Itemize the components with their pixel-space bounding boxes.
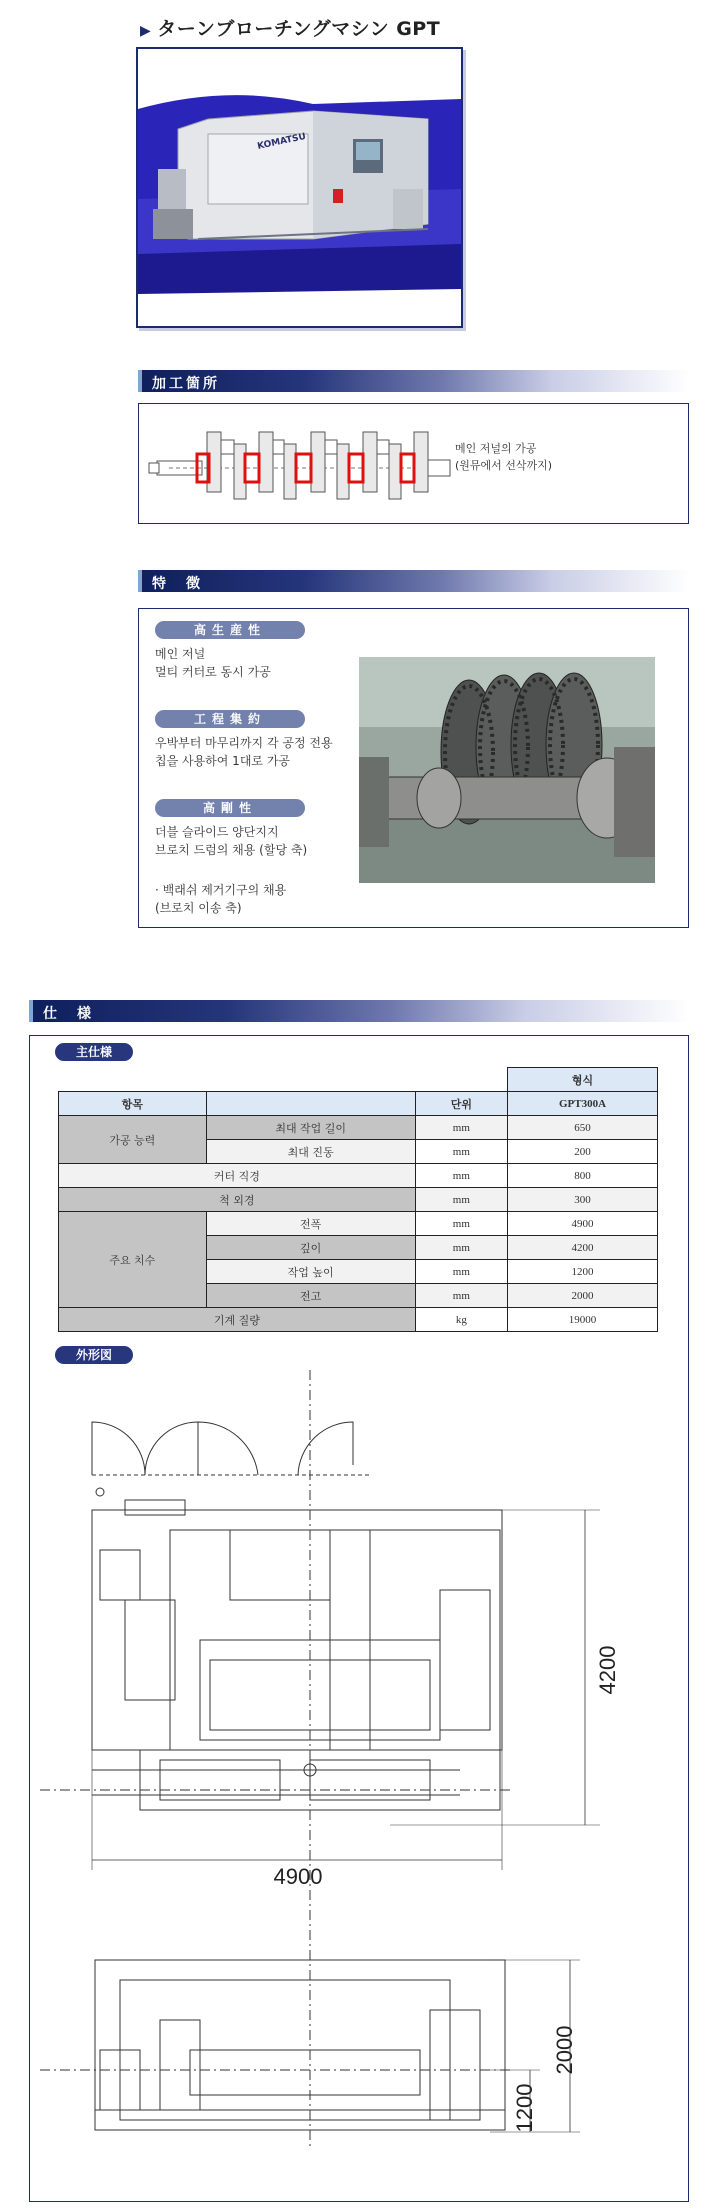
table-row xyxy=(59,1068,658,1092)
table-row: 작업 높이 mm 1200 xyxy=(59,1260,658,1284)
spec-table xyxy=(58,1067,658,1332)
header-model: 형식 xyxy=(507,1068,657,1092)
outline-drawing-label: 外形図 xyxy=(55,1346,133,1364)
group-main-dimensions: 주요 치수 xyxy=(59,1212,207,1308)
table-row: 최대 진동 mm 200 xyxy=(59,1140,658,1164)
dimension-work-height: 1200 xyxy=(512,2083,537,2133)
cutter-photo xyxy=(359,657,655,883)
table-row: 커터 직경 mm 800 xyxy=(59,1164,658,1188)
page-title: ▶ ターンブローチングマシン GPT xyxy=(140,18,441,40)
feature-note-backlash: · 백래쉬 제거기구의 채용 (브로치 이송 축) xyxy=(155,883,287,915)
table-row: 깊이 mm 4200 xyxy=(59,1236,658,1260)
table-row: 척 외경 mm 300 xyxy=(59,1188,658,1212)
group-processing-capacity: 가공 능력 xyxy=(59,1116,207,1164)
table-row: 전고 mm 2000 xyxy=(59,1284,658,1308)
crankshaft-diagram xyxy=(139,404,459,523)
triangle-bullet-icon: ▶ xyxy=(140,23,152,39)
main-spec-label: 主仕様 xyxy=(55,1043,133,1061)
brand-logo: KOMATSU xyxy=(256,131,307,152)
machine-photo xyxy=(138,49,461,326)
processing-caption: 메인 저널의 가공 (원뮤에서 선삭까지) xyxy=(455,442,553,472)
dimension-depth: 4200 xyxy=(595,1645,620,1695)
col-unit: 단위 xyxy=(415,1092,507,1116)
features-box xyxy=(138,608,689,928)
processing-box xyxy=(138,403,689,524)
section-bar-spec: 仕 様 xyxy=(29,1000,690,1022)
col-item: 항목 xyxy=(59,1092,207,1116)
badge-high-productivity: 高生産性 xyxy=(155,621,305,639)
table-row: 주요 치수 전폭 mm 4900 xyxy=(59,1212,658,1236)
dimension-height: 2000 xyxy=(552,2025,577,2075)
badge-process-integration: 工程集約 xyxy=(155,710,305,728)
section-bar-features: 特 徴 xyxy=(138,570,690,592)
dimension-width: 4900 xyxy=(273,1864,323,1889)
feature-text-integration: 우박부터 마무리까지 각 공정 전용 칩을 사용하여 1대로 가공 xyxy=(155,736,333,768)
section-bar-processing: 加工箇所 xyxy=(138,370,690,392)
table-row: 가공 능력 최대 작업 길이 mm 650 xyxy=(59,1116,658,1140)
outline-drawing xyxy=(40,1370,680,2190)
table-row xyxy=(59,1092,658,1116)
col-model: GPT300A xyxy=(507,1092,657,1116)
feature-text-productivity: 메인 저널 멀티 커터로 동시 가공 xyxy=(155,647,271,679)
machine-photo-frame xyxy=(136,47,463,328)
table-row: 기계 질량 kg 19000 xyxy=(59,1308,658,1332)
badge-high-rigidity: 高剛性 xyxy=(155,799,305,817)
feature-text-rigidity: 더블 슬라이드 양단지지 브로치 드럼의 채용 (할당 축) xyxy=(155,825,308,857)
